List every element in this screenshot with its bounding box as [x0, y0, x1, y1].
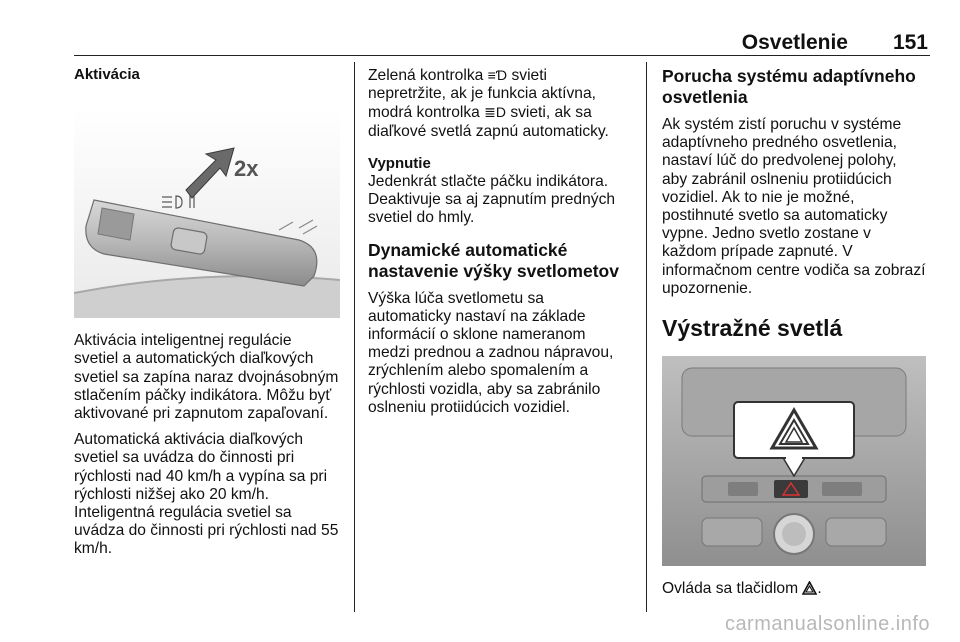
paragraph: Automatická aktivácia diaľkových svetiel sa uvádza do činnosti pri rýchlosti nad 40 km/h a vypína sa pri rýchlosti nižšej ako 20 km/h. Inteligentná regulácia svetiel sa uvádza do činnosti pri rýchlosti nad 55 km/h. [74, 431, 339, 558]
indicator-lever-figure [74, 108, 340, 318]
column-1 [74, 66, 340, 567]
column-divider-1 [354, 62, 355, 612]
paragraph: Aktivácia inteligentnej regulácie svetiel a automatických diaľkových svetiel sa zapína naraz dvojnásobným stlačením páčky indikátora. Môžu byť aktivované pri zapnutom zapaľovaní. [74, 332, 339, 423]
figure-label-2x: 2x [234, 156, 259, 182]
column-divider-2 [646, 62, 647, 612]
page-number: 151 [892, 31, 928, 54]
hazard-warning-icon [802, 581, 817, 595]
high-beam-blue-icon: ≣D [484, 104, 506, 121]
text-run: Ovláda sa tlačidlom [662, 580, 803, 598]
text-run: svieti, ak sa diaľkové svetlá zapnú automaticky. [368, 104, 609, 140]
text-run: . [817, 580, 822, 598]
text-run: svieti nepretržite, ak je funkcia aktívna, modrá kontrolka [368, 67, 596, 122]
section-heading-porucha: Porucha systému adaptívneho osvetlenia [662, 66, 916, 107]
watermark: carmanualsonline.info [724, 613, 930, 635]
column-3 [662, 66, 926, 606]
section-heading-aktivacia: Aktivácia [74, 66, 140, 83]
section-heading-vystrazne: Výstražné svetlá [662, 315, 843, 342]
header-title: Osvetlenie [741, 31, 848, 54]
text-run: Zelená kontrolka [368, 67, 488, 84]
header-rule [74, 55, 930, 56]
paragraph [368, 66, 626, 141]
hazard-button-figure [662, 356, 926, 566]
paragraph [662, 580, 926, 598]
subheading-vypnutie: Vypnutie [368, 154, 431, 172]
paragraph: Ak systém zistí poruchu v systéme adaptívneho predného osvetlenia, nastaví lúč do predvolenej polohy, aby zabránil oslneniu protiidúcich vozidiel. Ak to nie je možné, postihnuté svetlo sa automaticky vypne. Jedno svetlo zostane v každom prípade zapnuté. V informačnom centre vodiča sa zobrazí upozornenie. [662, 116, 926, 297]
paragraph: Jedenkrát stlačte páčku indikátora. Deaktivuje sa aj zapnutím predných svetiel do hmly. [368, 173, 616, 227]
column-2 [368, 66, 626, 425]
high-beam-assist-green-icon: ≡Ɗ [487, 67, 508, 83]
section-heading-dynamicke: Dynamické automatické nastavenie výšky svetlometov [368, 239, 619, 281]
paragraph: Výška lúča svetlometu sa automaticky nastaví na základe informácií o sklone nameranom medzi prednou a zadnou nápravou, zrýchlením alebo spomalením a rýchlosti vozidla, aby sa zabránilo oslneniu protiidúcich vozidiel. [368, 289, 614, 416]
